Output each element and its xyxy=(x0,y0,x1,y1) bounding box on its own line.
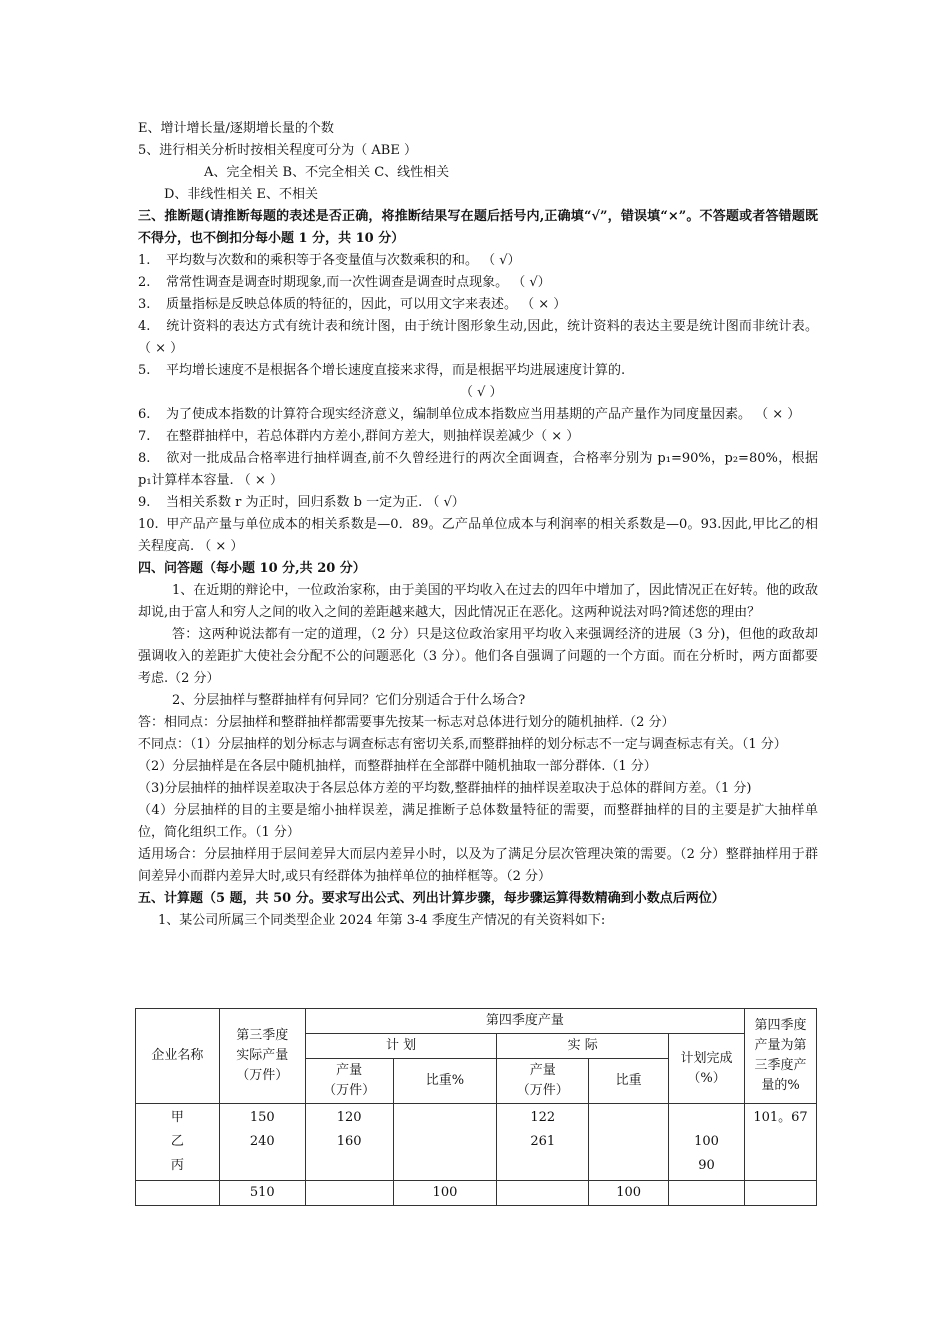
section-4-heading: 四、问答题（每小题 10 分,共 20 分） xyxy=(138,561,366,576)
production-table xyxy=(135,1008,817,1206)
judgment-item xyxy=(138,426,818,448)
section-5-heading: 五、计算题（5 题，共 50 分。要求写出公式、列出计算步骤，每步骤运算得数精确到小数点后两位） xyxy=(138,891,725,906)
judgment-item-number: 5. xyxy=(138,363,151,378)
header-q4-vs-q3: 第四季度 产量为第 三季度产 量的% xyxy=(745,1009,817,1104)
judgment-item-number: 3. xyxy=(138,297,151,312)
section-4-question-2: 2、分层抽样与整群抽样有何异同？它们分别适合于什么场合? xyxy=(172,693,526,708)
judgment-item xyxy=(138,360,818,382)
judgment-item-text: 平均增长速度不是根据各个增长速度直接来求得，而是根据平均进展速度计算的. xyxy=(166,363,626,378)
judgment-item-text: 统计资料的表达方式有统计表和统计图，由于统计图形象生动,因此，统计资料的表达主要是统计图而非统计表。 （ × ） xyxy=(138,319,818,356)
total-actual-output xyxy=(497,1181,589,1206)
judgment-item xyxy=(138,316,818,360)
total-plan-output xyxy=(305,1181,393,1206)
q3-values: 150 240 xyxy=(219,1104,305,1181)
section-4-answer-2-line-1: 答：相同点：分层抽样和整群抽样都需要事先按某一标志对总体进行划分的随机抽样.（2 分） xyxy=(138,715,675,730)
header-plan-ratio: 比重% xyxy=(393,1059,497,1104)
option-e-line: E、增计增长量/逐期增长量的个数 xyxy=(138,121,334,136)
section-4-answer-2-line-4: （3)分层抽样的抽样误差取决于各层总体方差的平均数,整群抽样的抽样误差取决于总体的群间方差。（1 分) xyxy=(138,781,752,796)
plan-output-values: 120 160 xyxy=(305,1104,393,1181)
header-q4-output: 第四季度产量 xyxy=(305,1009,744,1034)
judgment-item-number: 7. xyxy=(138,429,151,444)
judgment-item xyxy=(138,514,818,558)
section-4-answer-2-line-2: 不同点：（1）分层抽样的划分标志与调查标志有密切关系,而整群抽样的划分标志不一定与调查标志有关。（1 分） xyxy=(138,737,787,752)
judgment-item-text: 平均数与次数和的乘积等于各变量值与次数乘积的和。 （ √） xyxy=(166,253,521,268)
section-3-heading: 三、推断题(请推断每题的表述是否正确，将推断结果写在题后括号内,正确填“√”，错误填“×”。不答题或者答错题既不得分，也不倒扣分每小题 1 分，共 10 分） xyxy=(138,209,818,246)
total-q3: 510 xyxy=(219,1181,305,1206)
judgment-item-text: 质量指标是反映总体质的特征的，因此，可以用文字来表述。 （ × ） xyxy=(166,297,567,312)
judgment-item-text: （ √ ） xyxy=(460,385,503,400)
section-5-question-1-intro: 1、某公司所属三个同类型企业 2024 年第 3-4 季度生产情况的有关资料如下: xyxy=(158,913,606,928)
judgment-item-number: 10. xyxy=(138,517,159,532)
judgment-item-text: 为了使成本指数的计算符合现实经济意义，编制单位成本指数应当用基期的产品产量作为同度量因素。 （ × ） xyxy=(166,407,801,422)
company-names: 甲 乙 丙 xyxy=(136,1104,220,1181)
judgment-item xyxy=(138,250,818,272)
judgment-item xyxy=(138,448,818,492)
header-completion: 计划完成 （%） xyxy=(669,1034,745,1104)
judgment-item-text: 当相关系数 r 为正时，回归系数 b 一定为正. （ √） xyxy=(166,495,465,510)
judgment-item-number: 8. xyxy=(138,451,151,466)
plan-ratio-values xyxy=(393,1104,497,1181)
judgment-item xyxy=(138,492,818,514)
section-4-answer-1: 答：这两种说法都有一定的道理，（2 分）只是这位政治家用平均收入来强调经济的进展（3 分)，但他的政敌却强调收入的差距扩大使社会分配不公的问题恶化（3 分）。他们各自强调了问题的一个方面。而在分析时，两方面都要考虑.（2 分） xyxy=(138,627,818,686)
judgment-item-number: 9. xyxy=(138,495,151,510)
judgment-item-number: 2. xyxy=(138,275,151,290)
q4-vs-q3-values: 101。67 xyxy=(745,1104,817,1181)
judgment-item-text: 常常性调查是调查时期现象,而一次性调查是调查时点现象。 （ √） xyxy=(166,275,551,290)
judgment-item xyxy=(138,382,818,404)
question-5: 5、进行相关分析时按相关程度可分为（ ABE ） xyxy=(138,143,417,158)
header-plan: 计 划 xyxy=(305,1034,497,1059)
judgment-item-text: 甲产品产量与单位成本的相关系数是—0．89。乙产品单位成本与利润率的相关系数是—0。93.因此,甲比乙的相关程度高. （ × ） xyxy=(138,517,818,554)
judgment-item-text: 欲对一批成品合格率进行抽样调查,前不久曾经进行的两次全面调查，合格率分别为 p₁=90%，p₂=80%，根据 p₁计算样本容量. （ × ） xyxy=(138,451,818,488)
judgment-item-number: 1. xyxy=(138,253,151,268)
judgment-item-text: 在整群抽样中，若总体群内方差小,群间方差大，则抽样误差减少（ × ） xyxy=(166,429,580,444)
judgment-item xyxy=(138,294,818,316)
judgment-item xyxy=(138,404,818,426)
question-5-options-1: A、完全相关 B、不完全相关 C、线性相关 xyxy=(204,165,450,180)
header-company: 企业名称 xyxy=(136,1009,220,1104)
header-actual: 实 际 xyxy=(497,1034,669,1059)
header-actual-ratio: 比重 xyxy=(589,1059,669,1104)
judgment-item-number: 4. xyxy=(138,319,151,334)
judgment-item-number: 6. xyxy=(138,407,151,422)
section-4-answer-2-line-3: （2）分层抽样是在各层中随机抽样，而整群抽样在全部群中随机抽取一部分群体.（1 分） xyxy=(138,759,657,774)
total-label xyxy=(136,1181,220,1206)
header-plan-output: 产量 （万件） xyxy=(305,1059,393,1104)
header-q3-actual: 第三季度 实际产量 （万件） xyxy=(219,1009,305,1104)
total-q4-vs-q3 xyxy=(745,1181,817,1206)
section-4-answer-2-line-5: （4）分层抽样的目的主要是缩小抽样误差，满足推断子总体数量特征的需要，而整群抽样的目的主要是扩大抽样单位，简化组织工作。（1 分） xyxy=(138,803,818,840)
actual-ratio-values xyxy=(589,1104,669,1181)
total-completion xyxy=(669,1181,745,1206)
completion-values: 100 90 xyxy=(669,1104,745,1181)
actual-output-values: 122 261 xyxy=(497,1104,589,1181)
document-page xyxy=(138,118,818,932)
question-5-options-2: D、非线性相关 E、不相关 xyxy=(164,187,319,202)
total-plan-ratio: 100 xyxy=(393,1181,497,1206)
section-3-items xyxy=(138,250,818,558)
section-4-answer-2-line-6: 适用场合：分层抽样用于层间差异大而层内差异小时，以及为了满足分层次管理决策的需要。（2 分）整群抽样用于群间差异小而群内差异大时,或只有经群体为抽样单位的抽样框等。（2 分） xyxy=(138,847,818,884)
total-actual-ratio: 100 xyxy=(589,1181,669,1206)
section-4-question-1: 1、在近期的辩论中，一位政治家称，由于美国的平均收入在过去的四年中增加了，因此情况正在好转。他的政敌却说,由于富人和穷人之间的收入之间的差距越来越大，因此情况正在恶化。这两种说法对吗?简述您的理由？ xyxy=(138,583,818,620)
judgment-item xyxy=(138,272,818,294)
header-actual-output: 产量 （万件） xyxy=(497,1059,589,1104)
